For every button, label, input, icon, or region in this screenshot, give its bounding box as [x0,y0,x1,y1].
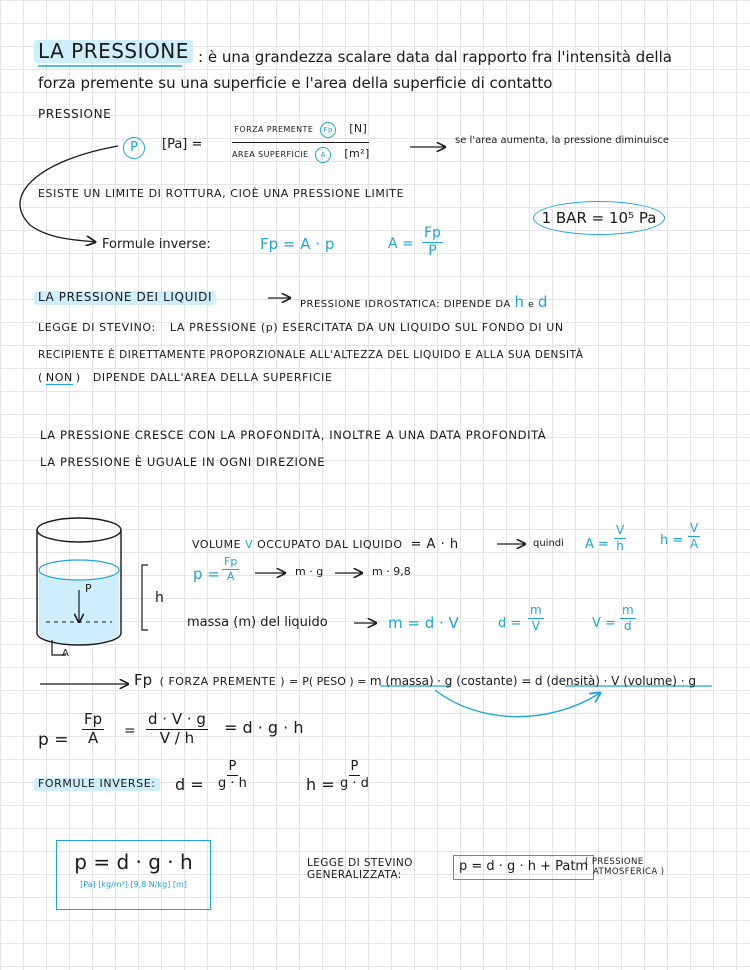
denominator-symbol: A [315,147,331,163]
big-num-1: Fp [84,710,103,728]
big-eq: = [124,723,136,739]
big-den-2: V / h [159,728,195,747]
pressure-label: PRESSIONE [38,107,112,121]
g-cost: · g (costante) = [437,674,532,688]
d-eq-fraction [528,604,544,632]
volume-eq: = A · h [410,537,459,552]
numerator-symbol: Fp [320,122,336,138]
patm-note [585,858,664,878]
volume-line [192,538,459,553]
fp-desc: ( FORZA PREMENTE ) = [159,675,299,688]
inv-h-num: P [350,759,359,774]
inverse-fp: Fp = A · p [260,235,335,253]
a-eq-den: h [616,538,624,553]
stevino-line-1 [38,322,564,335]
dep-h: h [514,293,525,311]
d-eq-num: m [530,603,542,617]
p-fraction [222,556,239,582]
liquids-arrow-text [300,294,548,311]
d-eq-lhs: d = [498,616,522,631]
stevino-line-3: ( NON ) DIPENDE DALL'AREA DELLA SUPERFICIE [38,371,333,384]
main-formula: p = d · g · h [74,850,193,874]
fp-label: Fp [134,671,153,689]
patm-line-1: ( PRESSIONE [585,857,644,867]
cylinder-h-label: h [155,590,164,606]
v-eq-lhs: V = [592,616,616,631]
d-eq-den: V [531,618,540,633]
liquids-title: LA PRESSIONE DEI LIQUIDI [34,291,216,305]
peso: P( PESO ) = [302,675,367,688]
inverse-a-den: P [428,242,437,259]
non-word: NON [45,371,73,384]
v-eq-den: d [624,618,632,633]
p-lhs: p = [193,565,220,583]
main-formula-units: [Pa] [kg/m³] [9,8 N/kg] [m] [80,880,187,889]
big-lhs: p = [38,730,69,750]
inv-h-fraction [340,760,369,790]
page-title: LA PRESSIONE [34,40,193,63]
pressure-symbol: P [123,137,145,159]
a-eq-fraction [614,524,626,552]
big-num-2: d · V · g [148,710,206,728]
a-eq-lhs: A = [585,537,609,552]
massa-text: massa (m) del liquido [187,615,328,630]
stevino-gen-line-2: GENERALIZZATA: [307,869,402,882]
depth-line-2: LA PRESSIONE È UGUALE IN OGNI DIREZIONE [40,455,326,469]
h-eq-lhs: h = [660,533,684,548]
patm-line-2: ATMOSFERICA ) [593,866,665,877]
numerator-unit: [N] [349,122,368,135]
stevino-gen-line-1: LEGGE DI STEVINO [307,857,413,869]
densita-word: d (densità) [534,674,600,688]
h-eq-num: V [690,521,699,535]
dep-and: e [528,300,535,310]
inverse-a-fraction [422,226,443,258]
inverse-a-lhs: A = [388,236,414,252]
massa-word: m (massa) [369,674,434,688]
bar-conversion: 1 BAR = 10⁵ Pa [533,201,665,235]
inv-d-num: P [228,759,237,774]
mg98-value: m · 9,8 [372,565,411,578]
inv-d-den: g · h [218,775,247,791]
intro-line-2: forza premente su una superficie e l'area della superficie di contatto [38,74,553,92]
intro-line-1: : è una grandezza scalare data dal rapporto fra l'intensità della [198,48,672,66]
depth-line-1: LA PRESSIONE CRESCE CON LA PROFONDITÀ, INOLTRE A UNA DATA PROFONDITÀ [40,428,547,442]
stevino-gen-label [307,857,413,881]
mg-text: m · g [295,565,324,578]
inverse-formulas-label: FORMULE INVERSE: [34,778,160,791]
massa-eq: m = d · V [388,614,459,632]
denominator-unit: [m²] [344,147,370,160]
volume-word: · V (volume) · g [603,674,696,688]
volume-text: VOLUME [192,538,242,551]
big-result: = d · g · h [224,718,304,737]
big-fraction-1 [82,712,104,747]
non-rest: DIPENDE DALL'AREA DELLA SUPERFICIE [92,371,333,384]
pressure-unit: [Pa] = [162,137,203,152]
stevino-label: LEGGE DI STEVINO: [38,321,156,334]
v-eq-fraction [620,604,636,632]
inv-h-lhs: h = [306,775,335,794]
dep-d: d [537,293,548,311]
pressure-fraction [232,122,370,163]
area-note: se l'area aumenta, la pressione diminuisce [455,135,670,146]
inv-d-lhs: d = [175,775,204,794]
denominator-text: AREA SUPERFICIE [232,150,309,159]
stevino-line-2: RECIPIENTE È DIRETTAMENTE PROPORZIONALE ALL'ALTEZZA DEL LIQUIDO E ALLA SUA DENSITÀ [38,349,584,361]
inverse-a-num: Fp [424,225,441,241]
volume-v: V [245,538,254,551]
generalized-formula-box: p = d · g · h + Patm [453,855,594,880]
cylinder-a-label: A [62,648,69,659]
inverse-label: Formule inverse: [102,237,211,252]
fp-line [134,672,696,689]
h-eq-fraction [688,522,700,550]
numerator-text: FORZA PREMENTE [234,125,314,134]
stevino-text-1: LA PRESSIONE (p) ESERCITATA DA UN LIQUIDO SUL FONDO DI UN [169,321,564,334]
cylinder-p-label: P [85,582,92,595]
limit-text: ESISTE UN LIMITE DI ROTTURA, CIOÈ UNA PRESSIONE LIMITE [38,187,405,200]
a-eq-num: V [616,523,625,537]
cylinder-diagram [37,518,148,655]
quindi: quindi [533,538,564,549]
inv-h-den: g · d [340,775,369,791]
volume-rest: OCCUPATO DAL LIQUIDO [257,538,403,551]
big-den-1: A [87,728,99,747]
pressure-symbol-wrap [123,137,145,159]
inv-d-fraction [218,760,247,790]
p-num: Fp [224,555,238,568]
hydrostatic-text: PRESSIONE IDROSTATICA: DIPENDE DA [300,299,511,310]
mg98-text [372,566,411,579]
big-fraction-2 [146,712,208,747]
v-eq-num: m [622,603,634,617]
p-den: A [226,569,235,583]
main-formula-box [56,840,211,910]
h-eq-den: A [690,536,699,551]
blue-curve-arrow [435,690,600,717]
